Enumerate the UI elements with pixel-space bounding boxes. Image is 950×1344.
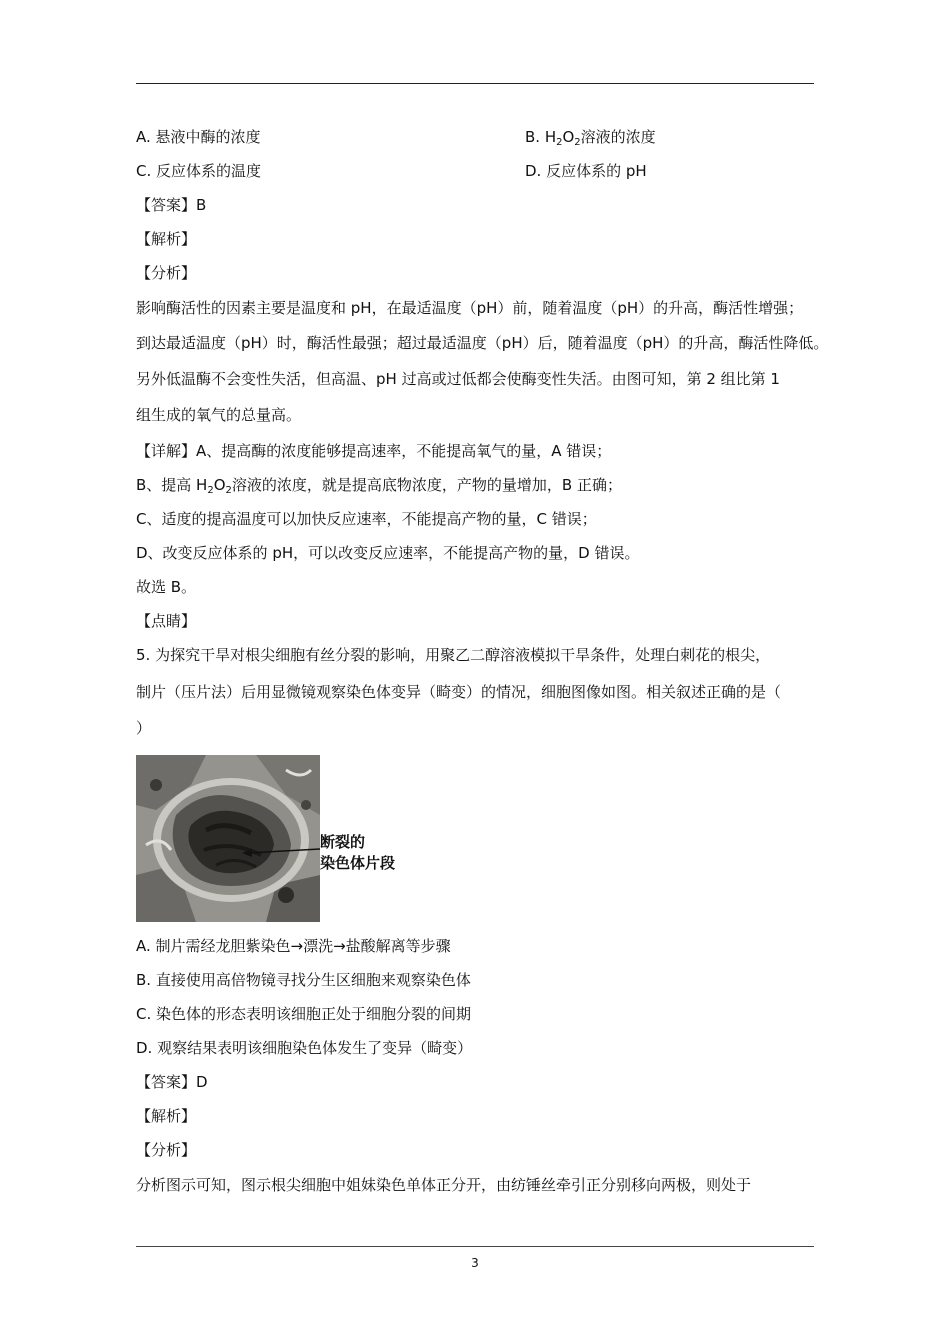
footer-rule [136, 1246, 814, 1247]
q4-detail-d: D、改变反应体系的 pH，可以改变反应速率，不能提高产物的量，D 错误。 [136, 544, 640, 562]
cell-micrograph [136, 755, 320, 922]
q4-fenxi: 【分析】 [136, 264, 197, 282]
q4-detail-c: C、适度的提高温度可以加快反应速率，不能提高产物的量，C 错误； [136, 510, 597, 528]
q4-answer: 【答案】B [136, 196, 207, 214]
q5-option-b: B. 直接使用高倍物镜寻找分生区细胞来观察染色体 [136, 971, 471, 989]
q4-option-c: C. 反应体系的温度 [136, 162, 262, 180]
q5-answer: 【答案】D [136, 1073, 208, 1091]
q4-option-b: B. $H_2O_2$溶液的浓度 [525, 128, 656, 148]
q4-analysis-line: 影响酶活性的因素主要是温度和 pH，在最适温度（pH）前，随着温度（pH）的升高，酶活性增强； [136, 299, 804, 317]
q4-option-d: D. 反应体系的 pH [525, 162, 647, 180]
q4-choose: 故选 B。 [136, 578, 197, 596]
q5-jiexi: 【解析】 [136, 1107, 197, 1125]
q5-stem-line: ） [136, 719, 152, 737]
q4-jiexi: 【解析】 [136, 230, 197, 248]
q4-option-a: A. 悬液中酶的浓度 [136, 128, 261, 146]
figure-label [320, 832, 395, 874]
q5-option-c: C. 染色体的形态表明该细胞正处于细胞分裂的间期 [136, 1005, 472, 1023]
q4-detail-b: B、提高 $H_2O_2$溶液的浓度，就是提高底物浓度，产物的量增加，B 正确； [136, 476, 622, 496]
q4-detail-a: 【详解】A、提高酶的浓度能够提高速率，不能提高氧气的量，A 错误； [136, 442, 612, 460]
q5-option-d: D. 观察结果表明该细胞染色体发生了变异（畸变） [136, 1039, 473, 1057]
q4-analysis-line: 到达最适温度（pH）时，酶活性最强；超过最适温度（pH）后，随着温度（pH）的升高，酶活性降低。 [136, 334, 829, 352]
micrograph-figure [136, 755, 320, 922]
q5-analysis: 分析图示可知，图示根尖细胞中姐妹染色单体正分开，由纺锤丝牵引正分别移向两极，则处于 [136, 1176, 752, 1194]
q4-analysis-line: 另外低温酶不会变性失活，但高温、pH 过高或过低都会使酶变性失活。由图可知，第 2 组比第 1 [136, 370, 780, 388]
q5-fenxi: 【分析】 [136, 1141, 197, 1159]
figure-label-line: 染色体片段 [320, 854, 396, 872]
figure-label-line: 断裂的 [320, 833, 366, 851]
page-number: 3 [471, 1256, 479, 1270]
q5-stem-line: 制片（压片法）后用显微镜观察染色体变异（畸变）的情况，细胞图像如图。相关叙述正确的是（ [136, 683, 782, 701]
q5-stem-line: 5. 为探究干旱对根尖细胞有丝分裂的影响，用聚乙二醇溶液模拟干旱条件，处理白刺花的根尖， [136, 646, 771, 664]
q4-analysis-line: 组生成的氧气的总量高。 [136, 406, 302, 424]
q4-dianjing: 【点睛】 [136, 612, 197, 630]
header-rule [136, 83, 814, 84]
q5-option-a: A. 制片需经龙胆紫染色→漂洗→盐酸解离等步骤 [136, 937, 451, 955]
